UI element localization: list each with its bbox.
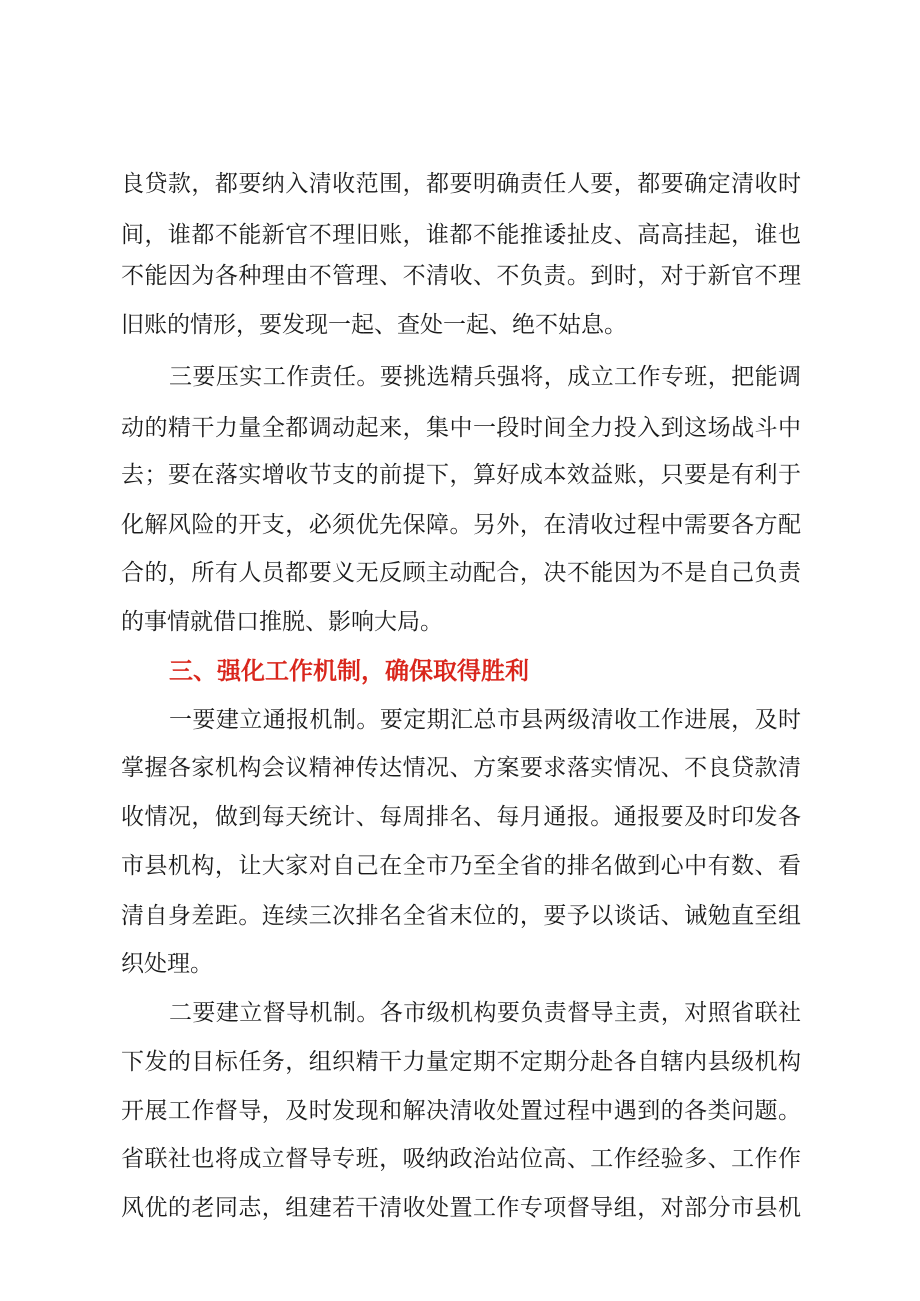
paragraph-2-line-1: 三要压实工作责任。要挑选精兵强将，成立工作专班，把能调 [169,364,801,390]
section-heading: 三、强化工作机制，确保取得胜利 [169,657,529,685]
paragraph-2-line-3: 去；要在落实增收节支的前提下，算好成本效益账，只要是有利于 [121,462,801,488]
paragraph-4-line-2: 下发的目标任务，组织精干力量定期不定期分赴各自辖内县级机构 [121,1049,801,1075]
paragraph-3-line-3: 收情况，做到每天统计、每周排名、每月通报。通报要及时印发各 [121,804,801,830]
paragraph-3-line-6: 织处理。 [121,951,213,977]
paragraph-2-line-2: 动的精干力量全都调动起来，集中一段时间全力投入到这场战斗中 [121,415,801,441]
paragraph-1-line-2: 间，谁都不能新官不理旧账，谁都不能推诿扯皮、高高挂起，谁也 [121,222,801,248]
paragraph-3-line-5: 清自身差距。连续三次排名全省末位的，要予以谈话、诫勉直至组 [121,903,801,929]
paragraph-3-line-4: 市县机构，让大家对自己在全市乃至全省的排名做到心中有数、看 [121,853,801,879]
paragraph-3-line-2: 掌握各家机构会议精神传达情况、方案要求落实情况、不良贷款清 [121,755,801,781]
paragraph-4-line-3: 开展工作督导，及时发现和解决清收处置过程中遇到的各类问题。 [121,1098,801,1124]
paragraph-1-line-1: 良贷款，都要纳入清收范围，都要明确责任人要，都要确定清收时 [121,171,801,197]
paragraph-2-line-5: 合的，所有人员都要义无反顾主动配合，决不能因为不是自己负责 [121,560,801,586]
paragraph-4-line-5: 风优的老同志，组建若干清收处置工作专项督导组，对部分市县机 [121,1195,801,1221]
paragraph-3-line-1: 一要建立通报机制。要定期汇总市县两级清收工作进展，及时 [169,707,801,733]
paragraph-4-line-1: 二要建立督导机制。各市级机构要负责督导主责，对照省联社 [169,1000,801,1026]
paragraph-2-line-6: 的事情就借口推脱、影响大局。 [121,609,443,635]
paragraph-1-line-3: 不能因为各种理由不管理、不清收、不负责。到时，对于新官不理 [121,263,801,289]
paragraph-1-line-4: 旧账的情形，要发现一起、查处一起、绝不姑息。 [121,312,627,338]
paragraph-4-line-4: 省联社也将成立督导专班，吸纳政治站位高、工作经验多、工作作 [121,1146,801,1172]
paragraph-2-line-4: 化解风险的开支，必须优先保障。另外，在清收过程中需要各方配 [121,512,801,538]
